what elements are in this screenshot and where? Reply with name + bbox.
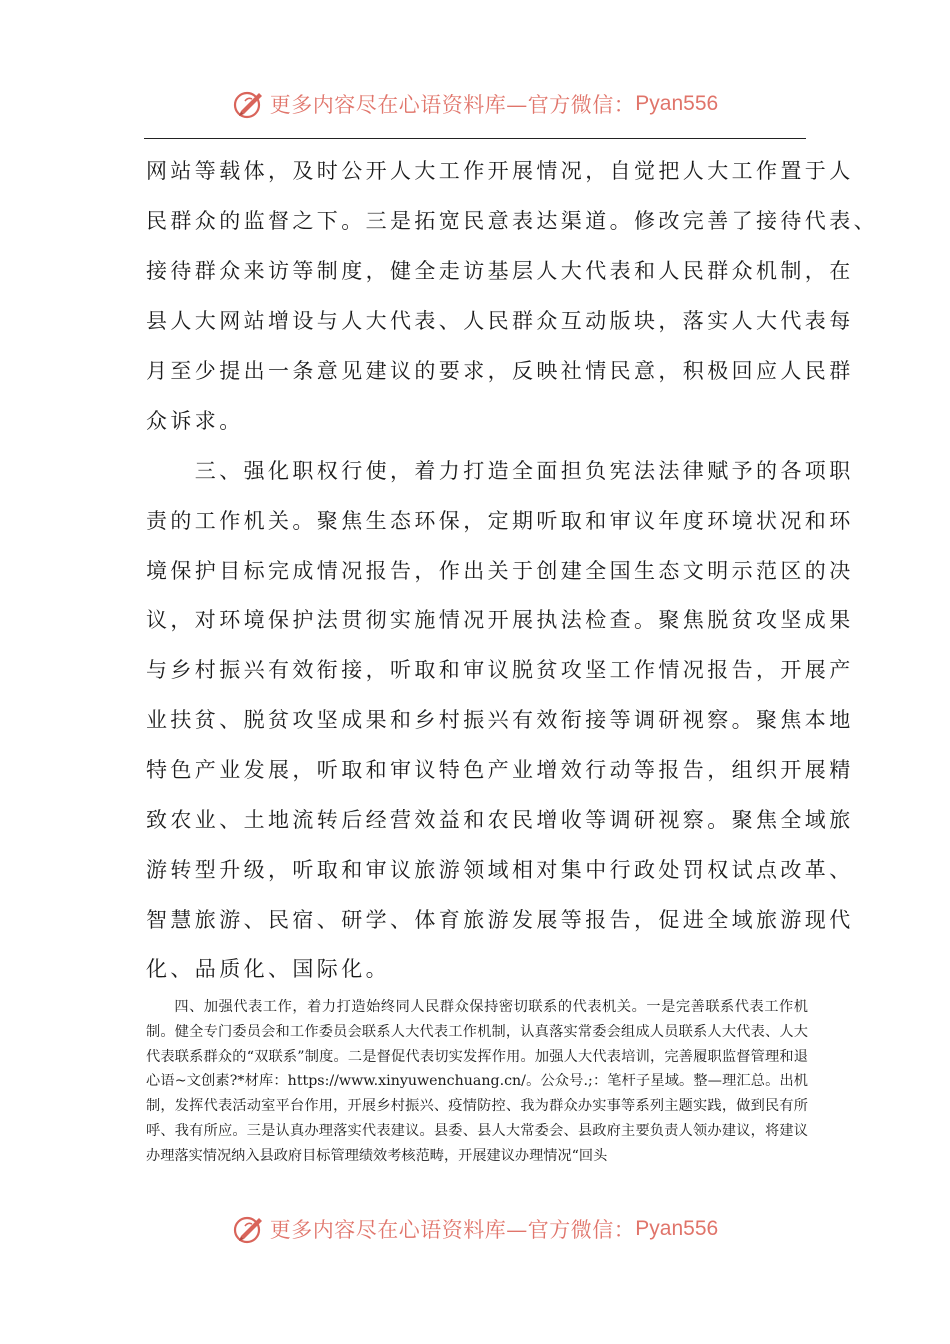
body-line: 特色产业发展，听取和审议特色产业增效行动等报告，组织开展精 xyxy=(146,758,854,782)
body-line: 致农业、土地流转后经营效益和农民增收等调研视察。聚焦全域旅 xyxy=(146,808,854,832)
body-line: 游转型升级，听取和审议旅游领域相对集中行政处罚权试点改革、 xyxy=(146,858,854,882)
section-four-paragraph xyxy=(146,995,808,1169)
body-line: 网站等载体，及时公开人大工作开展情况，自觉把人大工作置于人 xyxy=(146,159,854,183)
body-line: 业扶贫、脱贫攻坚成果和乡村振兴有效衔接等调研视察。聚焦本地 xyxy=(146,708,854,732)
footer-banner-text: 更多内容尽在心语资料库—官方微信： xyxy=(269,1218,636,1242)
body-line: 众诉求。 xyxy=(146,409,244,433)
body-line: 境保护目标完成情况报告，作出关于创建全国生态文明示范区的决 xyxy=(146,559,854,583)
pen-logo-icon xyxy=(232,87,266,121)
footer-wechat-id: Pyan556 xyxy=(635,1217,719,1240)
header-wechat-id: Pyan556 xyxy=(635,92,719,115)
body-line: 责的工作机关。聚焦生态环保，定期听取和审议年度环境状况和环 xyxy=(146,509,854,533)
header-banner-text: 更多内容尽在心语资料库—官方微信： xyxy=(269,93,636,117)
body-line: 议，对环境保护法贯彻实施情况开展执法检查。聚焦脱贫攻坚成果 xyxy=(146,608,854,632)
footer-banner xyxy=(0,1209,950,1249)
pen-logo-icon xyxy=(232,1212,266,1246)
section-four-text: 四、加强代表工作，着力打造始终同人民群众保持密切联系的代表机关。一是完善联系代表工作机制。健全专门委员会和工作委员会联系人大代表工作机制，认真落实常委会组成人员联系人大代表、人大代表联系群众的“双联系”制度。二是督促代表切实发挥作用。加强人大代表培训，完善履职监督管理和退心语~文创素?*材库：https://www.xinyuwenchuang.cn/。公众号.;：笔杆子星域。整—理汇总。出机制，发挥代表活动室平台作用，开展乡村振兴、疫情防控、我为群众办实事等系列主题实践，做到民有所呼、我有所应。三是认真办理落实代表建议。县委、县人大常委会、县政府主要负责人领办建议，将建议办理落实情况纳入县政府目标管理绩效考核范畴，开展建议办理情况“回头 xyxy=(146,999,808,1164)
body-line: 县人大网站增设与人大代表、人民群众互动版块，落实人大代表每 xyxy=(146,309,854,333)
body-line: 与乡村振兴有效衔接，听取和审议脱贫攻坚工作情况报告，开展产 xyxy=(146,658,854,682)
body-line: 化、品质化、国际化。 xyxy=(146,957,390,981)
body-line: 月至少提出一条意见建议的要求，反映社情民意，积极回应人民群 xyxy=(146,359,854,383)
body-line: 接待群众来访等制度，健全走访基层人大代表和人民群众机制，在 xyxy=(146,259,854,283)
section-three-heading-line: 三、强化职权行使，着力打造全面担负宪法法律赋予的各项职 xyxy=(146,459,854,483)
header-rule xyxy=(144,138,806,139)
header-banner xyxy=(0,84,950,124)
body-line: 民群众的监督之下。三是拓宽民意表达渠道。修改完善了接待代表、 xyxy=(146,209,878,233)
body-line: 智慧旅游、民宿、研学、体育旅游发展等报告，促进全域旅游现代 xyxy=(146,908,854,932)
